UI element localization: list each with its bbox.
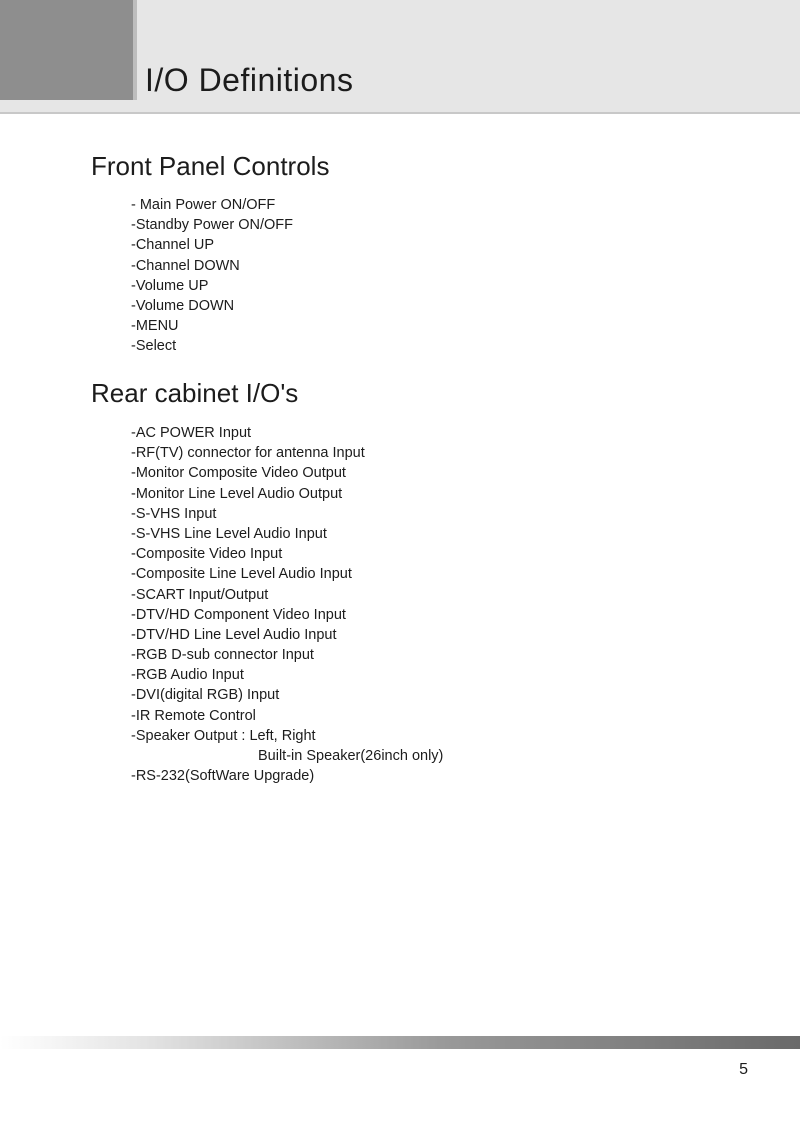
- list-item: - Main Power ON/OFF: [131, 197, 276, 213]
- list-item: -SCART Input/Output: [131, 586, 269, 603]
- list-item: -RS-232(SoftWare Upgrade): [131, 768, 315, 785]
- front-panel-list: [131, 195, 293, 357]
- header-accent-block: [0, 0, 133, 100]
- list-item: -Volume DOWN: [131, 297, 235, 314]
- list-item: -MENU: [131, 318, 179, 335]
- list-item: -RF(TV) connector for antenna Input: [131, 445, 365, 462]
- list-item: -DTV/HD Line Level Audio Input: [131, 626, 337, 643]
- list-item-continuation: Built-in Speaker(26inch only): [258, 748, 444, 764]
- list-item: -Volume UP: [131, 277, 209, 294]
- list-item: -DTV/HD Component Video Input: [131, 606, 346, 623]
- list-item: -S-VHS Line Level Audio Input: [131, 525, 327, 542]
- list-item: -Channel DOWN: [131, 257, 240, 274]
- list-item: -Standby Power ON/OFF: [131, 217, 293, 234]
- list-item: -Select: [131, 338, 177, 355]
- page-number: 5: [739, 1061, 748, 1078]
- footer-bar: [0, 1036, 800, 1049]
- list-item: -IR Remote Control: [131, 707, 256, 724]
- list-item: -Monitor Composite Video Output: [131, 465, 346, 482]
- list-item: -DVI(digital RGB) Input: [131, 687, 280, 704]
- list-item: -AC POWER Input: [131, 425, 252, 441]
- list-item: -RGB Audio Input: [131, 667, 244, 684]
- list-item: -Channel UP: [131, 237, 215, 254]
- list-item: -Composite Video Input: [131, 546, 283, 563]
- rear-cabinet-list: [131, 423, 443, 786]
- list-item: -RGB D-sub connector Input: [131, 647, 314, 664]
- list-item: -Monitor Line Level Audio Output: [131, 485, 343, 502]
- header-accent-edge: [133, 0, 137, 100]
- list-item: -Speaker Output : Left, Right: [131, 727, 316, 744]
- front-panel-heading: Front Panel Controls: [91, 151, 330, 181]
- list-item: -S-VHS Input: [131, 505, 217, 522]
- list-item: -Composite Line Level Audio Input: [131, 566, 352, 583]
- rear-cabinet-heading: Rear cabinet I/O's: [91, 378, 299, 408]
- page-title: I/O Definitions: [145, 62, 354, 98]
